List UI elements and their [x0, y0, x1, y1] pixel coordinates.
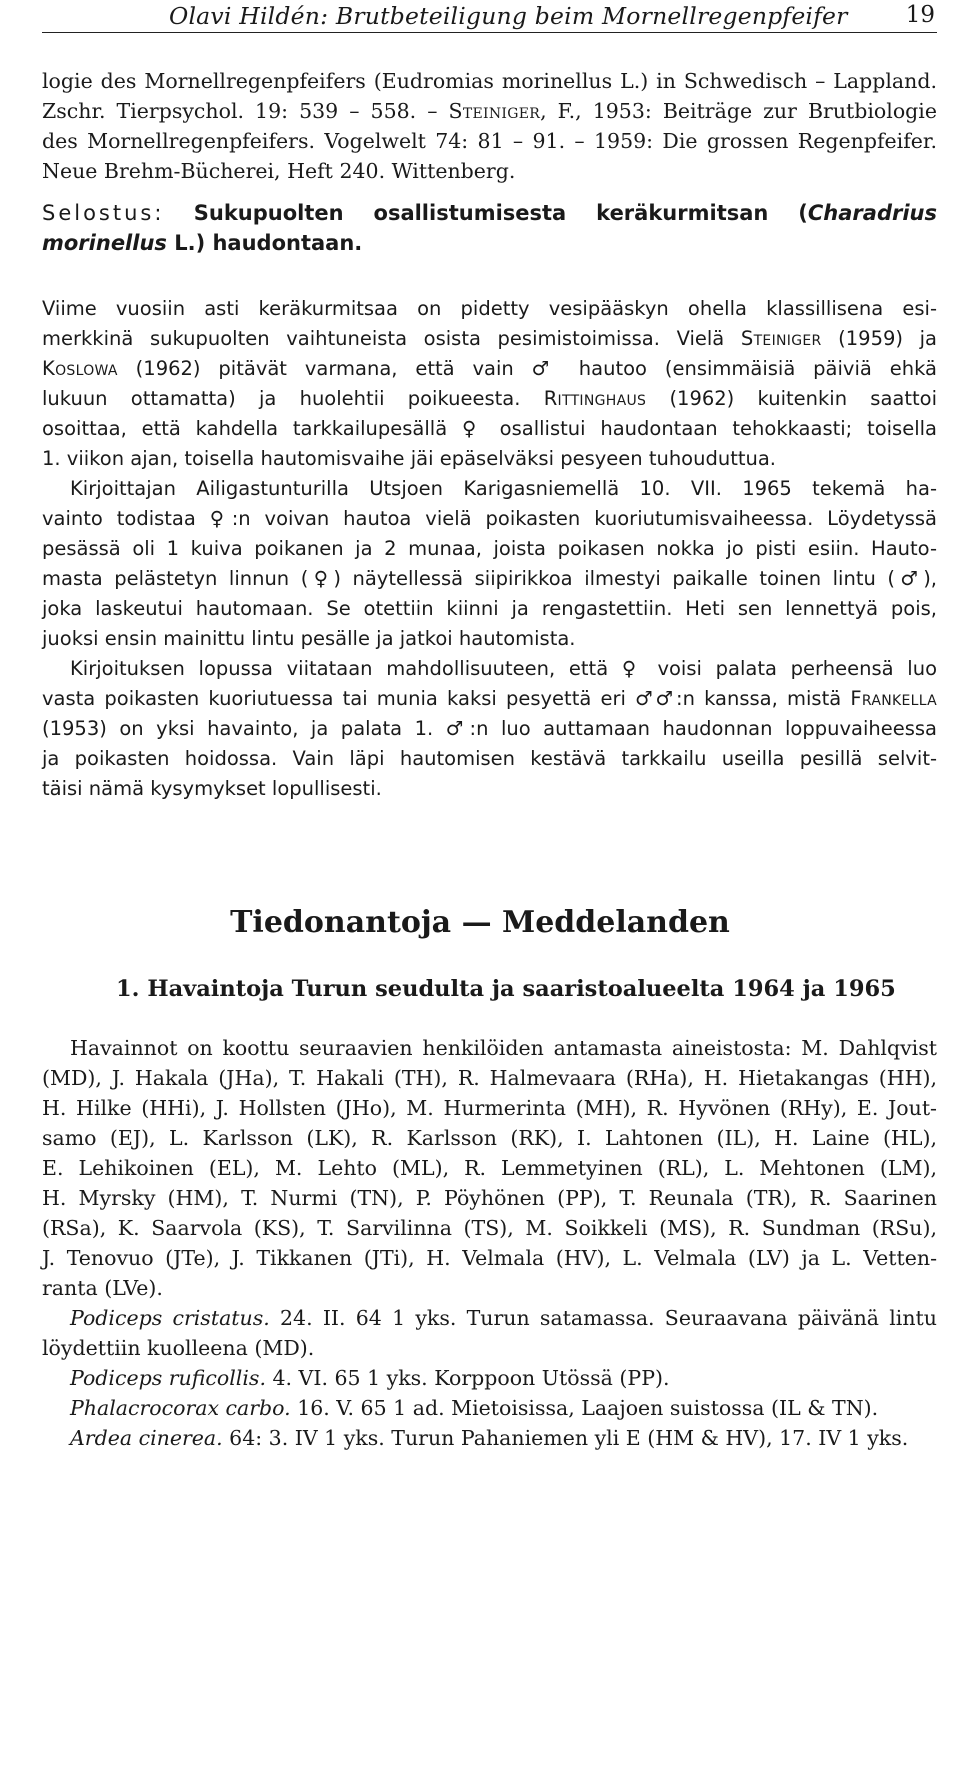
observers-line: (RSa), K. Saarvola (KS), T. Sarvilinna (TS), M. Soikkeli (MS), R. Sundman (RSu), — [42, 1216, 937, 1240]
summary-line — [42, 684, 937, 714]
summary-line: Kirjoittajan Ailigastunturilla Utsjoen Karigasniemellä 10. VII. 1965 tekemä ha- — [70, 477, 937, 500]
reference-line: logie des Mornellregenpfeifers (Eudromias morinellus L.) in Schwedisch – Lappland. — [42, 69, 937, 93]
summary-text: (1962) kuitenkin saattoi — [646, 387, 937, 410]
observers-line: E. Lehikoinen (EL), M. Lehto (ML), R. Lemmetyinen (RL), L. Mehtonen (LM), — [42, 1156, 937, 1180]
observers-line: H. Myrsky (HM), T. Nurmi (TN), P. Pöyhönen (PP), T. Reunala (TR), R. Saarinen — [42, 1186, 937, 1210]
summary-line: osoittaa, että kahdella tarkkailupesällä ♀ osallistui haudontaan tehokkaasti; toisella — [42, 417, 937, 440]
species-name: Podiceps ruficollis. — [70, 1366, 266, 1390]
summary-line: joka laskeutui hautomaan. Se otettiin kiinni ja rengastettiin. Heti sen lennettyä pois, — [42, 597, 937, 620]
reference-text: Zschr. Tierpsychol. 19: 539 – 558. – — [42, 99, 449, 123]
observers-line: (MD), J. Hakala (JHa), T. Hakali (TH), R. Halmevaara (RHa), H. Hietakangas (HH), — [42, 1066, 937, 1090]
summary-line — [42, 354, 937, 384]
record-line: löydettiin kuolleena (MD). — [42, 1336, 315, 1360]
author-name: Steiniger — [740, 327, 822, 350]
observers-line: samo (EJ), L. Karlsson (LK), R. Karlsson (RK), I. Lahtonen (IL), H. Laine (HL), — [42, 1126, 937, 1150]
summary-line: Kirjoituksen lopussa viitataan mahdollisuuteen, että ♀ voisi palata perheensä luo — [70, 657, 937, 680]
author-name: Koslowa — [42, 357, 118, 380]
observers-line: H. Hilke (HHi), J. Hollsten (JHo), M. Hurmerinta (MH), R. Hyvönen (RHy), E. Jout- — [42, 1096, 937, 1120]
record-text: 16. V. 65 1 ad. Mietoisissa, Laajoen suistossa (IL & TN). — [290, 1396, 879, 1420]
summary-text: lukuun ottamatta) ja huolehtii poikueesta. — [42, 387, 544, 410]
summary-heading-line — [42, 198, 937, 228]
species-name: Phalacrocorax carbo. — [70, 1396, 291, 1420]
summary-line — [42, 384, 937, 414]
author-name: Rittinghaus — [543, 387, 647, 410]
summary-label: Selostus: — [42, 201, 165, 225]
reference-line: des Mornellregenpfeifers. Vogelwelt 74: 81 – 91. – 1959: Die grossen Regenpfeifer. — [42, 129, 937, 153]
summary-line: ja poikasten hoidossa. Vain läpi hautomisen kestävä tarkkailu useilla pesillä selvit- — [42, 747, 937, 770]
summary-title: L.) haudontaan. — [166, 231, 363, 255]
record-text: 64: 3. IV 1 yks. Turun Pahaniemen yli E (HM & HV), 17. IV 1 yks. — [222, 1426, 909, 1450]
summary-heading-line — [42, 228, 937, 258]
summary-line: 1. viikon ajan, toisella hautomisvaihe jäi epäselväksi pesyeen tuhouduttua. — [42, 447, 777, 470]
reference-line — [42, 96, 937, 126]
observers-line: J. Tenovuo (JTe), J. Tikkanen (JTi), H. Velmala (HV), L. Velmala (LV) ja L. Vetten- — [42, 1246, 937, 1270]
record-line — [42, 1303, 937, 1333]
record-line — [42, 1393, 937, 1423]
summary-line: juoksi ensin mainittu lintu pesälle ja jatkoi hautomista. — [42, 627, 576, 650]
running-head — [42, 0, 937, 33]
observers-line: ranta (LVe). — [42, 1276, 163, 1300]
summary-line: vainto todistaa ♀:n voivan hautoa vielä poikasten kuoriutumisvaiheessa. Löydetyssä — [42, 507, 937, 530]
summary-line: pesässä oli 1 kuiva poikanen ja 2 munaa, joista poikasen nokka jo pisti esiin. Hauto- — [42, 537, 937, 560]
summary-line: (1953) on yksi havainto, ja palata 1. ♂:n luo auttamaan haudonnan loppuvaiheessa — [42, 717, 937, 740]
summary-line: masta pelästetyn linnun (♀) näytellessä siipirikkoa ilmestyi paikalle toinen lintu (♂), — [42, 567, 937, 590]
summary-title: Sukupuolten osallistumisesta keräkurmitsan ( — [193, 201, 808, 225]
summary-line: Viime vuosiin asti keräkurmitsaa on pidetty vesipääskyn ohella klassillisena esi- — [42, 297, 937, 320]
record-text: 24. II. 64 1 yks. Turun satamassa. Seuraavana päivänä lintu — [269, 1306, 937, 1330]
record-line — [42, 1363, 937, 1393]
summary-text: vasta poikasten kuoriutuessa tai munia kaksi pesyettä eri ♂♂:n kanssa, mistä — [42, 687, 851, 710]
section-title: Tiedonantoja — Meddelanden — [230, 905, 730, 940]
observers-line: Havainnot on koottu seuraavien henkilöiden antamasta aineistosta: M. Dahlqvist — [70, 1036, 937, 1060]
summary-text: (1959) ja — [821, 327, 938, 350]
record-text: 4. VI. 65 1 yks. Korppoon Utössä (PP). — [265, 1366, 670, 1390]
record-line — [42, 1423, 937, 1453]
summary-text: merkkinä sukupuolten vaihtuneista osista pesimistoimissa. Vielä — [42, 327, 725, 350]
running-head-title: Olavi Hildén: Brutbeteiligung beim Mornellregenpfeifer — [169, 2, 848, 30]
summary-line: täisi nämä kysymykset lopullisesti. — [42, 777, 382, 800]
article-title: 1. Havaintoja Turun seudulta ja saaristoalueelta 1964 ja 1965 — [116, 976, 896, 1002]
page-number: 19 — [905, 2, 935, 28]
reference-line: Neue Brehm-Bücherei, Heft 240. Wittenberg. — [42, 159, 516, 183]
reference-text: , F., 1953: Beiträge zur Brutbiologie — [540, 99, 937, 123]
species-name: Ardea cinerea. — [70, 1426, 223, 1450]
author-name: Steiniger — [448, 99, 541, 123]
summary-line — [42, 324, 937, 354]
summary-text: (1962) pitävät varmana, että vain ♂ hautoo (ensimmäisiä päiviä ehkä — [117, 357, 937, 380]
species-name: morinellus — [42, 231, 167, 255]
species-name: Podiceps cristatus. — [70, 1306, 270, 1330]
species-name: Charadrius — [807, 201, 937, 225]
author-name: Frankella — [850, 687, 937, 710]
